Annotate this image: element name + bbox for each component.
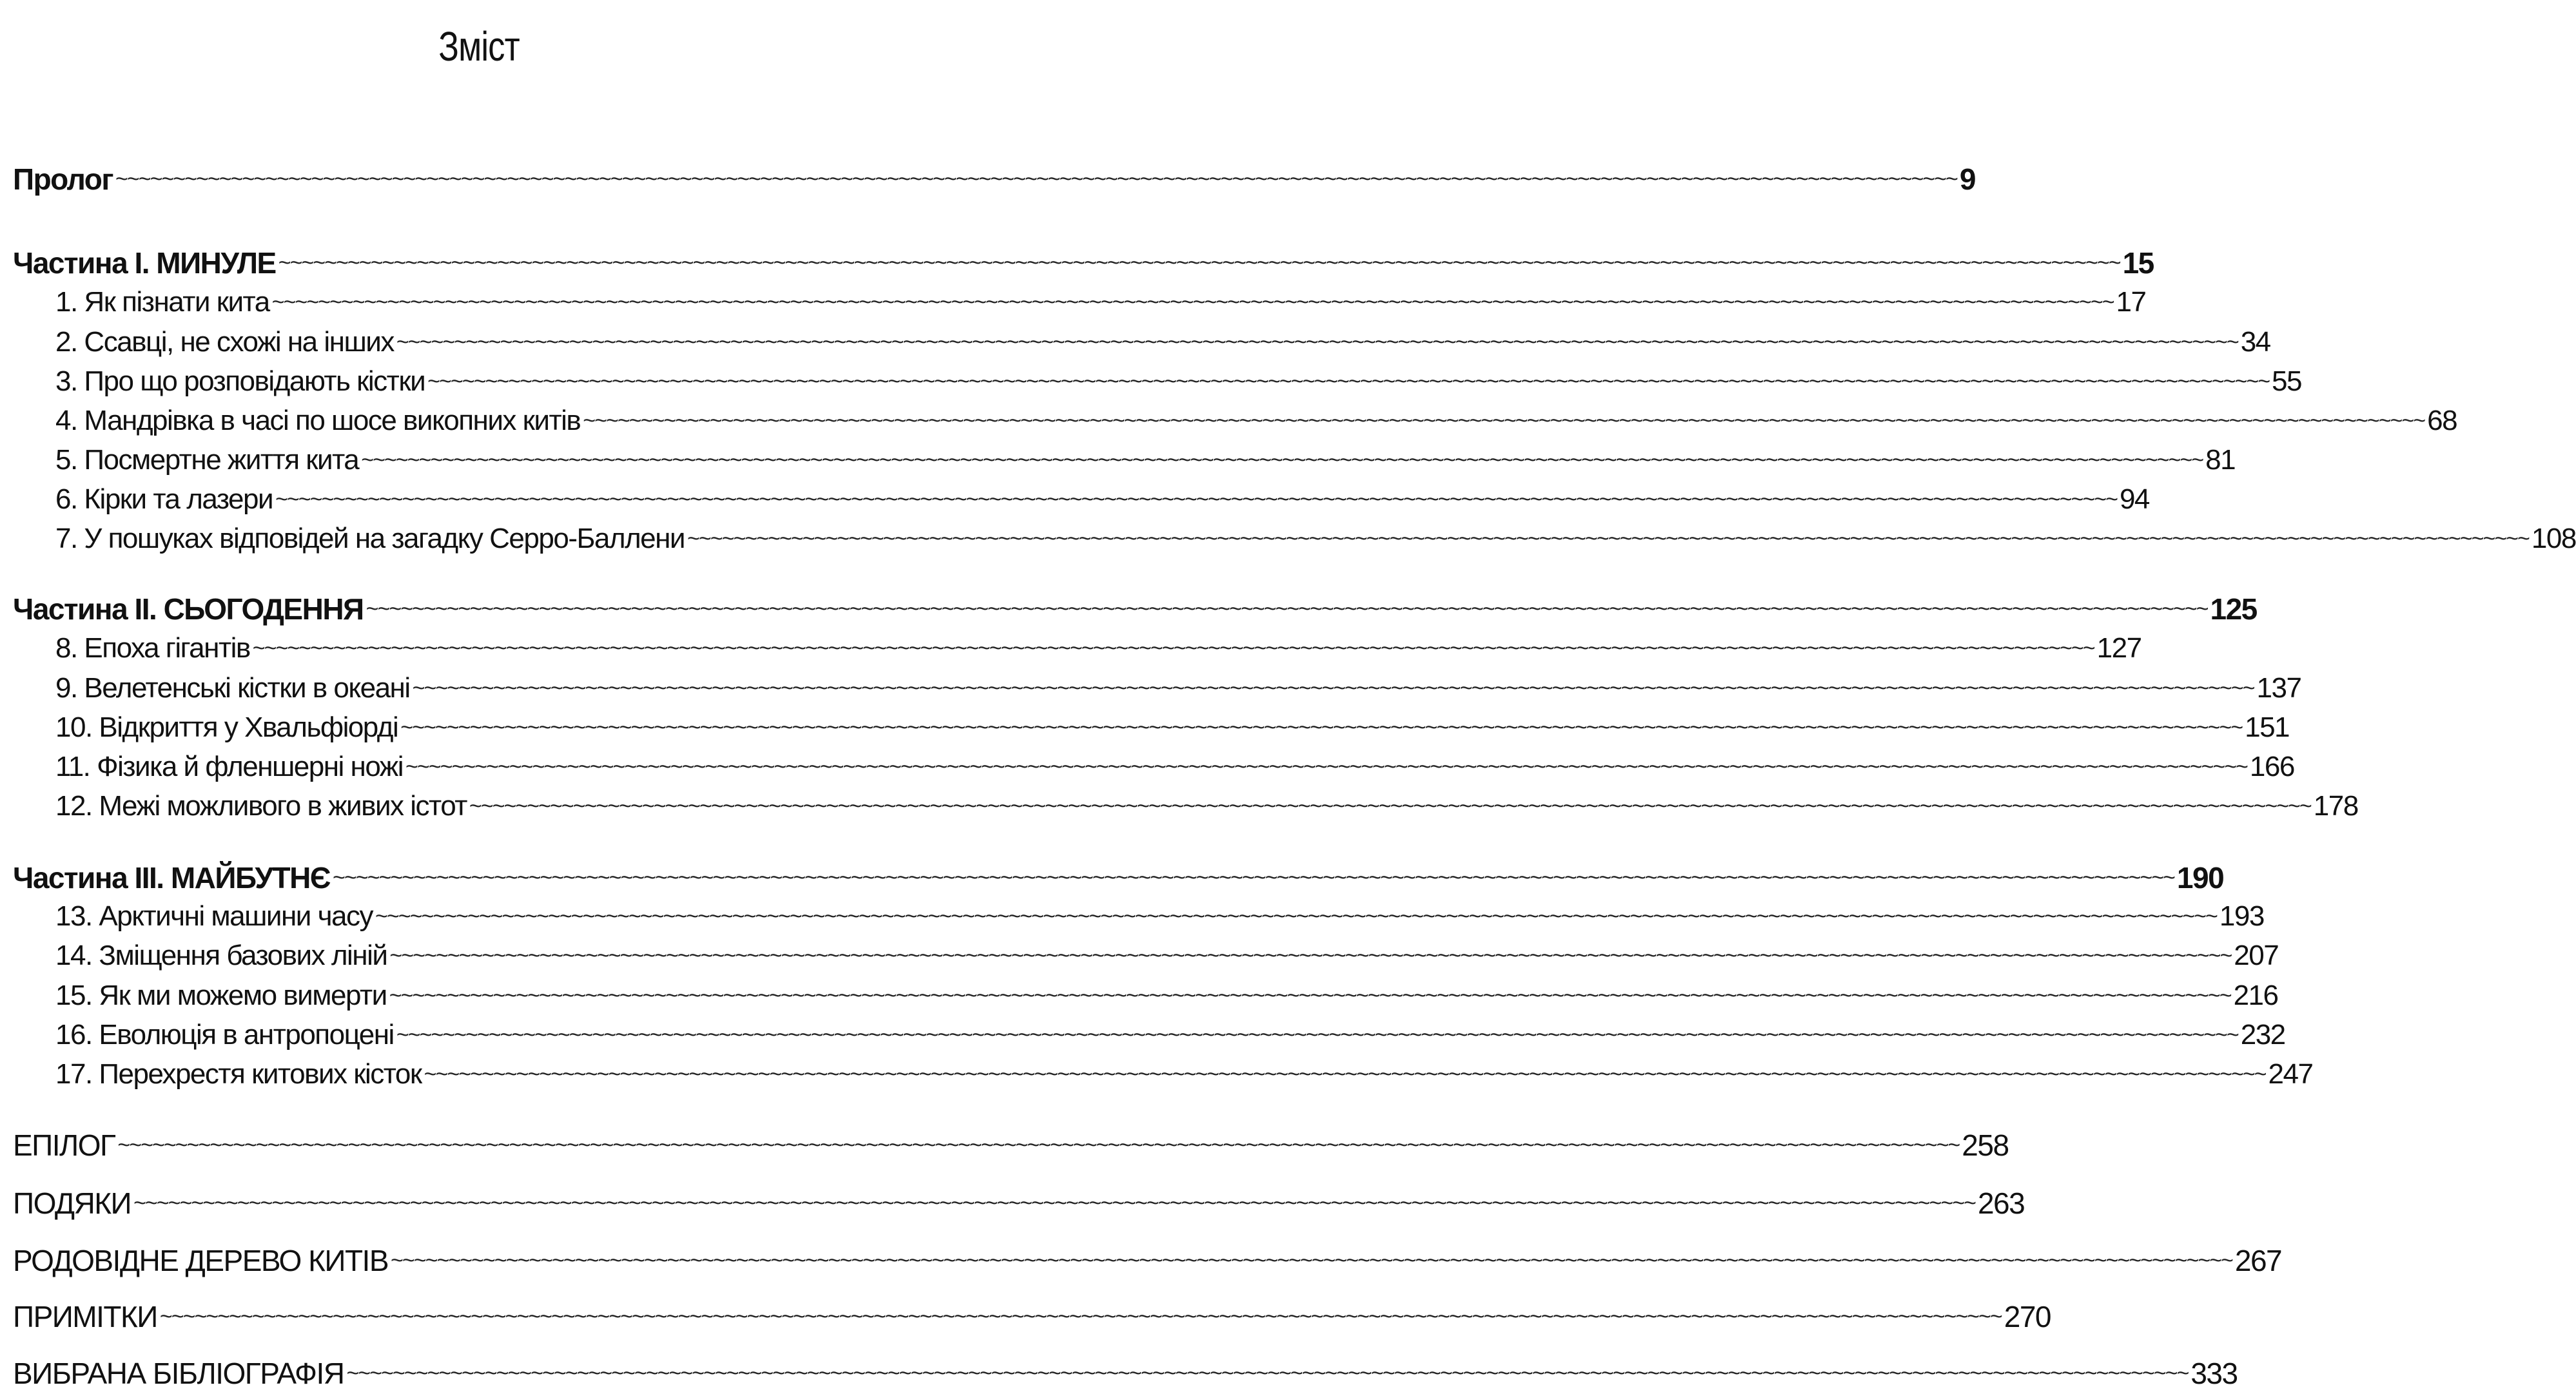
- toc-entry-page: 81: [2205, 444, 2236, 476]
- toc-entry-page: 263: [1977, 1186, 2025, 1220]
- toc-entry-page: 15: [2122, 246, 2154, 280]
- toc-entry-page: 247: [2268, 1058, 2313, 1090]
- toc-entry-label: 5. Посмертне життя кита: [55, 444, 359, 476]
- toc-entry-ch-11: [55, 750, 2294, 784]
- toc-entry-label: 12. Межі можливого в живих істот: [55, 790, 467, 822]
- toc-entry-page: 166: [2249, 751, 2294, 782]
- toc-leader: ~~~~~~~~~~~~~~~~~~~~~~~~~~~~~~~~~~~~~~~~~~~~~~~~~~~~~~~~~~~~~~~~~~~~~~~~~~~~~~~~~~~~~~~~~~~~~~~~~~~~~~~~~~~~~~~~~~~~~~~~~~~~~~~~~~~~~~~~~~~~~~~~~~~~~~~~~~~~~~~~: [361, 448, 2203, 472]
- toc-entry-label: 2. Ссавці, не схожі на інших: [55, 326, 394, 358]
- toc-leader: ~~~~~~~~~~~~~~~~~~~~~~~~~~~~~~~~~~~~~~~~~~~~~~~~~~~~~~~~~~~~~~~~~~~~~~~~~~~~~~~~~~~~~~~~~~~~~~~~~~~~~~~~~~~~~~~~~~~~~~~~~~~~~~~~~~~~~~~~~~~~~~~~~~~~~~~~~~~~~~~~: [159, 1304, 2002, 1329]
- toc-entry-page: 125: [2210, 592, 2257, 626]
- page-title: Зміст: [438, 23, 520, 70]
- toc-leader: ~~~~~~~~~~~~~~~~~~~~~~~~~~~~~~~~~~~~~~~~~~~~~~~~~~~~~~~~~~~~~~~~~~~~~~~~~~~~~~~~~~~~~~~~~~~~~~~~~~~~~~~~~~~~~~~~~~~~~~~~~~~~~~~~~~~~~~~~~~~~~~~~~~~~~~~~~~~~~~~~: [396, 1023, 2238, 1047]
- toc-leader: ~~~~~~~~~~~~~~~~~~~~~~~~~~~~~~~~~~~~~~~~~~~~~~~~~~~~~~~~~~~~~~~~~~~~~~~~~~~~~~~~~~~~~~~~~~~~~~~~~~~~~~~~~~~~~~~~~~~~~~~~~~~~~~~~~~~~~~~~~~~~~~~~~~~~~~~~~~~~~~~~: [366, 597, 2208, 621]
- toc-leader: ~~~~~~~~~~~~~~~~~~~~~~~~~~~~~~~~~~~~~~~~~~~~~~~~~~~~~~~~~~~~~~~~~~~~~~~~~~~~~~~~~~~~~~~~~~~~~~~~~~~~~~~~~~~~~~~~~~~~~~~~~~~~~~~~~~~~~~~~~~~~~~~~~~~~~~~~~~~~~~~~: [333, 866, 2174, 890]
- toc-entry-page: 207: [2234, 940, 2279, 971]
- toc-leader: ~~~~~~~~~~~~~~~~~~~~~~~~~~~~~~~~~~~~~~~~~~~~~~~~~~~~~~~~~~~~~~~~~~~~~~~~~~~~~~~~~~~~~~~~~~~~~~~~~~~~~~~~~~~~~~~~~~~~~~~~~~~~~~~~~~~~~~~~~~~~~~~~~~~~~~~~~~~~~~~~: [375, 904, 2217, 929]
- toc-entry-page: 258: [1962, 1128, 2009, 1162]
- toc-entry-ch-9: [55, 672, 2301, 705]
- toc-entry-ch-13: [55, 900, 2264, 933]
- toc-leader: ~~~~~~~~~~~~~~~~~~~~~~~~~~~~~~~~~~~~~~~~~~~~~~~~~~~~~~~~~~~~~~~~~~~~~~~~~~~~~~~~~~~~~~~~~~~~~~~~~~~~~~~~~~~~~~~~~~~~~~~~~~~~~~~~~~~~~~~~~~~~~~~~~~~~~~~~~~~~~~~~: [396, 330, 2238, 354]
- toc-entry-page: 333: [2191, 1357, 2238, 1390]
- toc-entry-page: 9: [1959, 162, 1975, 196]
- toc-leader: ~~~~~~~~~~~~~~~~~~~~~~~~~~~~~~~~~~~~~~~~~~~~~~~~~~~~~~~~~~~~~~~~~~~~~~~~~~~~~~~~~~~~~~~~~~~~~~~~~~~~~~~~~~~~~~~~~~~~~~~~~~~~~~~~~~~~~~~~~~~~~~~~~~~~~~~~~~~~~~~~: [278, 251, 2120, 275]
- toc-entry-label: 15. Як ми можемо вимерти: [55, 980, 387, 1011]
- toc-entry-ch-8: [55, 632, 2142, 665]
- toc-entry-page: 267: [2234, 1244, 2282, 1277]
- toc-entry-label: 7. У пошуках відповідей на загадку Серро-Баллени: [55, 523, 685, 554]
- toc-leader: ~~~~~~~~~~~~~~~~~~~~~~~~~~~~~~~~~~~~~~~~~~~~~~~~~~~~~~~~~~~~~~~~~~~~~~~~~~~~~~~~~~~~~~~~~~~~~~~~~~~~~~~~~~~~~~~~~~~~~~~~~~~~~~~~~~~~~~~~~~~~~~~~~~~~~~~~~~~~~~~~: [271, 290, 2114, 315]
- toc-entry-ch-12: [55, 789, 2358, 823]
- toc-leader: ~~~~~~~~~~~~~~~~~~~~~~~~~~~~~~~~~~~~~~~~~~~~~~~~~~~~~~~~~~~~~~~~~~~~~~~~~~~~~~~~~~~~~~~~~~~~~~~~~~~~~~~~~~~~~~~~~~~~~~~~~~~~~~~~~~~~~~~~~~~~~~~~~~~~~~~~~~~~~~~~: [687, 527, 2529, 551]
- toc-entry-page: 94: [2119, 483, 2149, 515]
- toc-entry-label: ЕПІЛОГ: [13, 1128, 115, 1162]
- toc-entry-label: Частина I. МИНУЛЕ: [13, 246, 276, 280]
- toc-entry-prologue: [13, 161, 1975, 197]
- toc-leader: ~~~~~~~~~~~~~~~~~~~~~~~~~~~~~~~~~~~~~~~~~~~~~~~~~~~~~~~~~~~~~~~~~~~~~~~~~~~~~~~~~~~~~~~~~~~~~~~~~~~~~~~~~~~~~~~~~~~~~~~~~~~~~~~~~~~~~~~~~~~~~~~~~~~~~~~~~~~~~~~~: [252, 636, 2094, 661]
- toc-leader: ~~~~~~~~~~~~~~~~~~~~~~~~~~~~~~~~~~~~~~~~~~~~~~~~~~~~~~~~~~~~~~~~~~~~~~~~~~~~~~~~~~~~~~~~~~~~~~~~~~~~~~~~~~~~~~~~~~~~~~~~~~~~~~~~~~~~~~~~~~~~~~~~~~~~~~~~~~~~~~~~: [400, 715, 2243, 740]
- toc-leader: ~~~~~~~~~~~~~~~~~~~~~~~~~~~~~~~~~~~~~~~~~~~~~~~~~~~~~~~~~~~~~~~~~~~~~~~~~~~~~~~~~~~~~~~~~~~~~~~~~~~~~~~~~~~~~~~~~~~~~~~~~~~~~~~~~~~~~~~~~~~~~~~~~~~~~~~~~~~~~~~~: [346, 1361, 2189, 1386]
- toc-leader: ~~~~~~~~~~~~~~~~~~~~~~~~~~~~~~~~~~~~~~~~~~~~~~~~~~~~~~~~~~~~~~~~~~~~~~~~~~~~~~~~~~~~~~~~~~~~~~~~~~~~~~~~~~~~~~~~~~~~~~~~~~~~~~~~~~~~~~~~~~~~~~~~~~~~~~~~~~~~~~~~: [389, 944, 2232, 968]
- toc-entry-label: ПРИМІТКИ: [13, 1300, 157, 1333]
- toc-entry-ch-6: [55, 483, 2149, 516]
- toc-entry-ch-7: [55, 522, 2576, 556]
- toc-entry-page: 270: [2004, 1300, 2051, 1333]
- toc-entry-ch-17: [55, 1058, 2313, 1091]
- toc-entry-label: Частина II. СЬОГОДЕННЯ: [13, 592, 364, 626]
- toc-entry-page: 108: [2531, 523, 2576, 554]
- toc-entry-bibliography: [13, 1355, 2238, 1391]
- toc-entry-label: 1. Як пізнати кита: [55, 286, 269, 318]
- toc-entry-label: 4. Мандрівка в часі по шосе викопних китів: [55, 405, 581, 436]
- toc-entry-label: 8. Епоха гігантів: [55, 632, 250, 664]
- toc-entry-notes: [13, 1299, 2051, 1335]
- toc-entry-ch-14: [55, 939, 2279, 973]
- toc-entry-label: 14. Зміщення базових ліній: [55, 940, 387, 971]
- toc-entry-ch-4: [55, 404, 2457, 438]
- toc-leader: ~~~~~~~~~~~~~~~~~~~~~~~~~~~~~~~~~~~~~~~~~~~~~~~~~~~~~~~~~~~~~~~~~~~~~~~~~~~~~~~~~~~~~~~~~~~~~~~~~~~~~~~~~~~~~~~~~~~~~~~~~~~~~~~~~~~~~~~~~~~~~~~~~~~~~~~~~~~~~~~~: [469, 794, 2311, 818]
- toc-entry-page: 178: [2313, 790, 2358, 822]
- toc-entry-page: 216: [2233, 980, 2278, 1011]
- toc-entry-page: 151: [2245, 712, 2290, 743]
- toc-entry-ch-10: [55, 711, 2290, 744]
- toc-leader: ~~~~~~~~~~~~~~~~~~~~~~~~~~~~~~~~~~~~~~~~~~~~~~~~~~~~~~~~~~~~~~~~~~~~~~~~~~~~~~~~~~~~~~~~~~~~~~~~~~~~~~~~~~~~~~~~~~~~~~~~~~~~~~~~~~~~~~~~~~~~~~~~~~~~~~~~~~~~~~~~: [427, 369, 2270, 394]
- toc-entry-page: 34: [2240, 326, 2270, 358]
- toc-entry-ch-15: [55, 979, 2278, 1012]
- toc-entry-page: 55: [2272, 365, 2301, 397]
- toc-entry-label: 6. Кірки та лазери: [55, 483, 273, 515]
- toc-entry-part-3: [13, 860, 2224, 896]
- toc-entry-label: Пролог: [13, 162, 113, 196]
- toc-entry-label: ПОДЯКИ: [13, 1186, 132, 1220]
- toc-leader: ~~~~~~~~~~~~~~~~~~~~~~~~~~~~~~~~~~~~~~~~~~~~~~~~~~~~~~~~~~~~~~~~~~~~~~~~~~~~~~~~~~~~~~~~~~~~~~~~~~~~~~~~~~~~~~~~~~~~~~~~~~~~~~~~~~~~~~~~~~~~~~~~~~~~~~~~~~~~~~~~: [115, 167, 1957, 191]
- toc-entry-label: 17. Перехрестя китових кісток: [55, 1058, 422, 1090]
- toc-entry-page: 68: [2427, 405, 2457, 436]
- toc-leader: ~~~~~~~~~~~~~~~~~~~~~~~~~~~~~~~~~~~~~~~~~~~~~~~~~~~~~~~~~~~~~~~~~~~~~~~~~~~~~~~~~~~~~~~~~~~~~~~~~~~~~~~~~~~~~~~~~~~~~~~~~~~~~~~~~~~~~~~~~~~~~~~~~~~~~~~~~~~~~~~~: [117, 1133, 1960, 1157]
- toc-entry-page: 17: [2116, 286, 2146, 318]
- toc-entry-label: РОДОВІДНЕ ДЕРЕВО КИТІВ: [13, 1244, 389, 1277]
- toc-leader: ~~~~~~~~~~~~~~~~~~~~~~~~~~~~~~~~~~~~~~~~~~~~~~~~~~~~~~~~~~~~~~~~~~~~~~~~~~~~~~~~~~~~~~~~~~~~~~~~~~~~~~~~~~~~~~~~~~~~~~~~~~~~~~~~~~~~~~~~~~~~~~~~~~~~~~~~~~~~~~~~: [405, 755, 2247, 779]
- toc-entry-label: 3. Про що розповідають кістки: [55, 365, 425, 397]
- toc-entry-ch-3: [55, 365, 2301, 398]
- toc-entry-ch-2: [55, 325, 2270, 359]
- toc-entry-label: 13. Арктичні машини часу: [55, 900, 373, 932]
- toc-entry-label: 11. Фізика й фленшерні ножі: [55, 751, 404, 782]
- toc-entry-label: ВИБРАНА БІБЛІОГРАФІЯ: [13, 1357, 344, 1390]
- toc-leader: ~~~~~~~~~~~~~~~~~~~~~~~~~~~~~~~~~~~~~~~~~~~~~~~~~~~~~~~~~~~~~~~~~~~~~~~~~~~~~~~~~~~~~~~~~~~~~~~~~~~~~~~~~~~~~~~~~~~~~~~~~~~~~~~~~~~~~~~~~~~~~~~~~~~~~~~~~~~~~~~~: [391, 1248, 2232, 1273]
- toc-entry-page: 127: [2096, 632, 2142, 664]
- toc-leader: ~~~~~~~~~~~~~~~~~~~~~~~~~~~~~~~~~~~~~~~~~~~~~~~~~~~~~~~~~~~~~~~~~~~~~~~~~~~~~~~~~~~~~~~~~~~~~~~~~~~~~~~~~~~~~~~~~~~~~~~~~~~~~~~~~~~~~~~~~~~~~~~~~~~~~~~~~~~~~~~~: [424, 1062, 2266, 1087]
- toc-entry-page: 137: [2256, 672, 2301, 704]
- toc-leader: ~~~~~~~~~~~~~~~~~~~~~~~~~~~~~~~~~~~~~~~~~~~~~~~~~~~~~~~~~~~~~~~~~~~~~~~~~~~~~~~~~~~~~~~~~~~~~~~~~~~~~~~~~~~~~~~~~~~~~~~~~~~~~~~~~~~~~~~~~~~~~~~~~~~~~~~~~~~~~~~~: [389, 983, 2231, 1008]
- toc-entry-page: 193: [2219, 900, 2264, 932]
- toc-entry-ch-16: [55, 1018, 2285, 1052]
- toc-entry-part-1: [13, 245, 2154, 281]
- toc-entry-page: 190: [2176, 861, 2224, 895]
- toc-entry-ch-1: [55, 286, 2146, 319]
- toc-entry-acknowledgements: [13, 1185, 2025, 1221]
- toc-entry-label: 16. Еволюція в антропоцені: [55, 1019, 394, 1050]
- toc-entry-epilogue: [13, 1127, 2009, 1163]
- toc-entry-label: Частина III. МАЙБУТНЄ: [13, 861, 331, 895]
- toc-leader: ~~~~~~~~~~~~~~~~~~~~~~~~~~~~~~~~~~~~~~~~~~~~~~~~~~~~~~~~~~~~~~~~~~~~~~~~~~~~~~~~~~~~~~~~~~~~~~~~~~~~~~~~~~~~~~~~~~~~~~~~~~~~~~~~~~~~~~~~~~~~~~~~~~~~~~~~~~~~~~~~: [583, 409, 2425, 433]
- toc-leader: ~~~~~~~~~~~~~~~~~~~~~~~~~~~~~~~~~~~~~~~~~~~~~~~~~~~~~~~~~~~~~~~~~~~~~~~~~~~~~~~~~~~~~~~~~~~~~~~~~~~~~~~~~~~~~~~~~~~~~~~~~~~~~~~~~~~~~~~~~~~~~~~~~~~~~~~~~~~~~~~~: [275, 487, 2117, 512]
- toc-entry-label: 9. Велетенські кістки в океані: [55, 672, 410, 704]
- toc-entry-part-2: [13, 591, 2257, 627]
- toc-leader: ~~~~~~~~~~~~~~~~~~~~~~~~~~~~~~~~~~~~~~~~~~~~~~~~~~~~~~~~~~~~~~~~~~~~~~~~~~~~~~~~~~~~~~~~~~~~~~~~~~~~~~~~~~~~~~~~~~~~~~~~~~~~~~~~~~~~~~~~~~~~~~~~~~~~~~~~~~~~~~~~: [412, 676, 2254, 701]
- toc-entry-family-tree: [13, 1243, 2282, 1279]
- toc-entry-label: 10. Відкриття у Хвальфіорді: [55, 712, 398, 743]
- toc-leader: ~~~~~~~~~~~~~~~~~~~~~~~~~~~~~~~~~~~~~~~~~~~~~~~~~~~~~~~~~~~~~~~~~~~~~~~~~~~~~~~~~~~~~~~~~~~~~~~~~~~~~~~~~~~~~~~~~~~~~~~~~~~~~~~~~~~~~~~~~~~~~~~~~~~~~~~~~~~~~~~~: [133, 1191, 1975, 1215]
- toc-entry-ch-5: [55, 443, 2236, 477]
- toc-entry-page: 232: [2240, 1019, 2285, 1050]
